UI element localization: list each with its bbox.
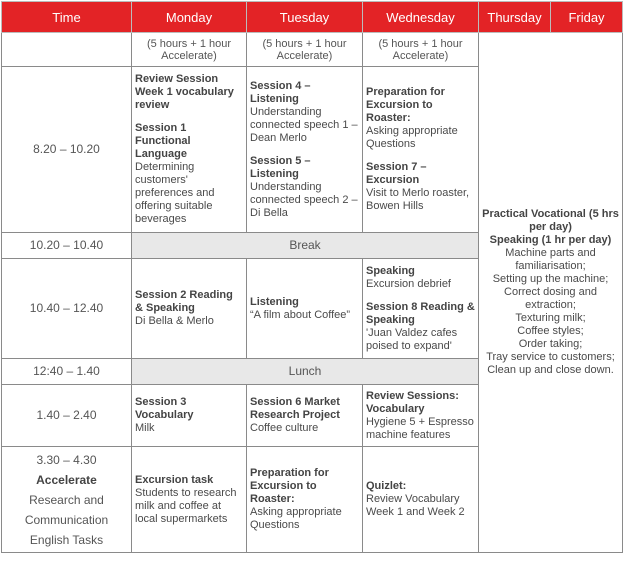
session-title: Excursion task (135, 473, 214, 486)
friday-item: Order taking; (518, 338, 583, 350)
friday-item: Machine parts and familiarisation; (505, 247, 596, 272)
subheader-wednesday: (5 hours + 1 hour Accelerate) (363, 33, 479, 67)
session-title: Quizlet: (366, 480, 407, 492)
monday-cell (132, 447, 247, 553)
session-title: Session 6 Market Research Project (250, 396, 340, 421)
tuesday-cell (247, 259, 363, 359)
tuesday-cell (247, 447, 363, 553)
time-cell: 8.20 – 10.20 (2, 67, 132, 233)
friday-item: Coffee styles; (517, 325, 584, 337)
header-tuesday: Tuesday (247, 2, 363, 33)
session-text: Asking appropriate Questions (366, 125, 458, 150)
subheader-row (2, 33, 623, 67)
time-line: Research and (29, 492, 104, 507)
session-title: Session 3 Vocabulary (135, 396, 194, 421)
time-cell: 1.40 – 2.40 (2, 385, 132, 447)
lunch-cell: Lunch (132, 359, 479, 385)
session-title: Session 1 Functional Language (135, 122, 191, 160)
session-text: Asking appropriate Questions (250, 506, 342, 531)
session-title: Preparation for Excursion to Roaster: (250, 467, 329, 505)
session-title: Review Sessions: Vocabulary (366, 389, 459, 415)
friday-item: Tray service to customers; (486, 351, 615, 363)
session-text: Excursion debrief (366, 277, 451, 290)
session-text: Hygiene 5 + Espresso machine features (366, 415, 474, 441)
subheader-time-empty (2, 33, 132, 67)
time-cell: 10.40 – 12.40 (2, 259, 132, 359)
session-text: 'Juan Valdez cafes poised to expand' (366, 326, 458, 352)
session-title: Review Session Week 1 vocabulary review (135, 73, 234, 111)
session-title: Session 5 – Listening (250, 154, 311, 180)
session-text: Coffee culture (250, 422, 319, 434)
session-title: Session 7 – Excursion (366, 161, 427, 186)
wednesday-cell (363, 67, 479, 233)
monday-cell (132, 259, 247, 359)
time-cell: 10.20 – 10.40 (2, 233, 132, 259)
session-text: Visit to Merlo roaster, Bowen Hills (366, 187, 470, 212)
time-line: Communication (24, 512, 109, 527)
friday-item: Setting up the machine; (492, 273, 609, 285)
time-cell: 12:40 – 1.40 (2, 359, 132, 385)
friday-title-speaking: Speaking (1 hr per day) (489, 234, 612, 246)
header-row (2, 2, 623, 33)
time-text: 3.30 – 4.30 (36, 452, 97, 467)
header-friday: Friday (551, 2, 623, 33)
session-text: Review Vocabulary Week 1 and Week 2 (366, 493, 465, 518)
friday-item: Correct dosing and extraction; (504, 286, 597, 311)
session-title: Preparation for Excursion to Roaster: (366, 86, 445, 124)
session-title: Session 8 Reading & Speaking (366, 300, 475, 326)
wednesday-cell (363, 385, 479, 447)
wednesday-cell (363, 447, 479, 553)
monday-cell (132, 67, 247, 233)
timetable (1, 1, 623, 553)
break-cell: Break (132, 233, 479, 259)
session-text: Understanding connected speech 1 – Dean Merlo (250, 105, 358, 144)
header-time: Time (2, 2, 132, 33)
time-line: English Tasks (29, 532, 104, 547)
thursday-friday-cell (479, 33, 623, 553)
session-text: Students to research milk and coffee at local supermarkets (135, 486, 237, 525)
subheader-monday: (5 hours + 1 hour Accelerate) (132, 33, 247, 67)
session-text: Understanding connected speech 2 – Di Bella (250, 180, 358, 219)
accelerate-label: Accelerate (36, 472, 97, 487)
monday-cell (132, 385, 247, 447)
subheader-tuesday: (5 hours + 1 hour Accelerate) (247, 33, 363, 67)
session-title: Session 4 – Listening (250, 79, 311, 105)
wednesday-cell (363, 259, 479, 359)
tuesday-cell (247, 385, 363, 447)
header-wednesday: Wednesday (363, 2, 479, 33)
header-thursday: Thursday (479, 2, 551, 33)
tuesday-cell (247, 67, 363, 233)
header-monday: Monday (132, 2, 247, 33)
friday-title-vocational: Practical Vocational (5 hrs per day) (482, 208, 619, 233)
session-text: Di Bella & Merlo (135, 315, 214, 327)
friday-item: Texturing milk; (515, 312, 586, 324)
friday-item: Clean up and close down. (487, 364, 614, 376)
accelerate-time-cell (2, 447, 132, 553)
session-text: Milk (135, 422, 155, 434)
session-title: Listening (250, 295, 299, 308)
session-text: “A film about Coffee” (250, 308, 351, 321)
session-title: Session 2 Reading & Speaking (135, 289, 233, 314)
session-text: Determining customers' preferences and offering suitable beverages (135, 161, 215, 225)
session-title: Speaking (366, 264, 415, 277)
